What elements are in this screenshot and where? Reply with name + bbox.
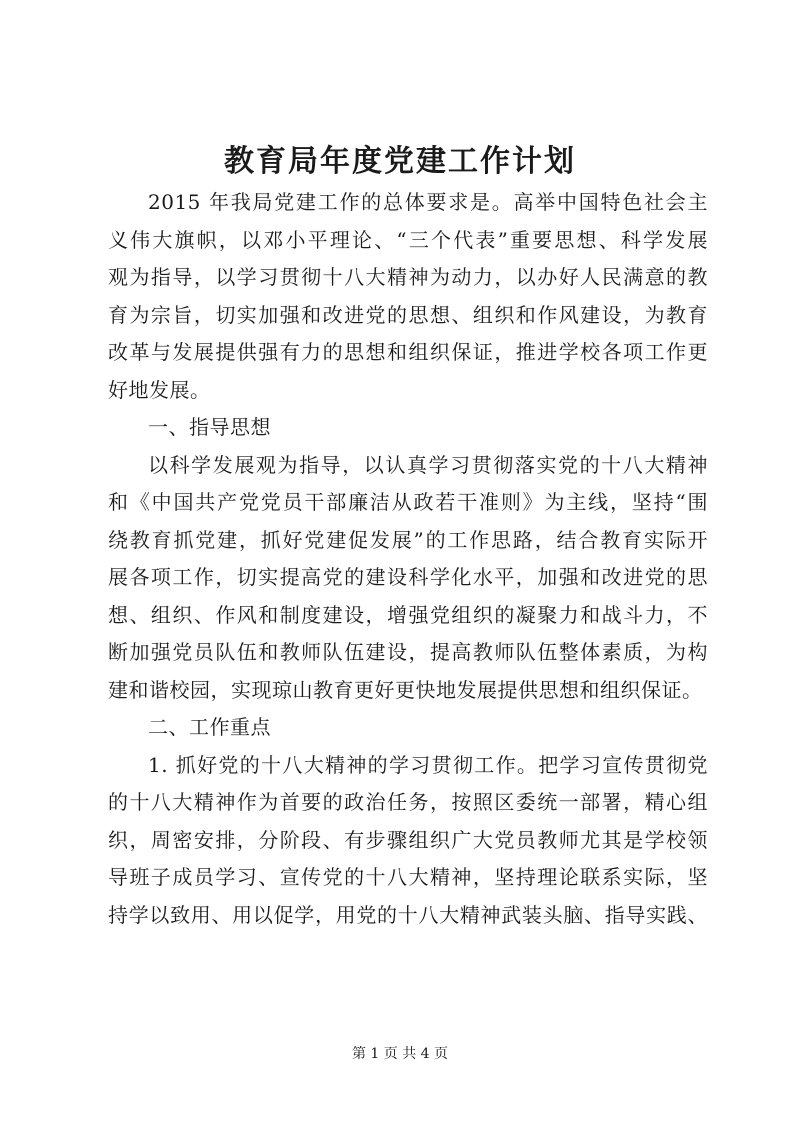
document-title: 教育局年度党建工作计划 <box>224 144 576 179</box>
paragraph-line: 断加强党员队伍和教师队伍建设，提高教师队伍整体素质，为构 <box>108 640 708 664</box>
page-number-footer: 第 1 页 共 4 页 <box>351 1046 449 1062</box>
paragraph-line: 绕教育抓党建，抓好党建促发展”的工作思路，结合教育实际开 <box>108 527 708 552</box>
paragraph-line: 的十八大精神作为首要的政治任务，按照区委统一部署，精心组 <box>108 790 708 814</box>
paragraph-line: 育为宗旨，切实加强和改进党的思想、组织和作风建设，为教育 <box>108 302 708 327</box>
section-heading: 二、工作重点 <box>148 715 271 739</box>
paragraph-line: 好地发展。 <box>108 377 211 402</box>
paragraph-line: 织，周密安排，分阶段、有步骤组织广大党员教师尤其是学校领 <box>108 827 708 852</box>
paragraph-line: 以科学发展观为指导，以认真学习贯彻落实党的十八大精神 <box>148 452 708 477</box>
paragraph-line: 义伟大旗帜，以邓小平理论、“三个代表”重要思想、科学发展 <box>108 227 708 252</box>
paragraph-line: 导班子成员学习、宣传党的十八大精神，坚持理论联系实际，坚 <box>108 865 708 889</box>
paragraph-line: 持学以致用、用以促学，用党的十八大精神武装头脑、指导实践、 <box>108 902 708 927</box>
paragraph-line: 展各项工作，切实提高党的建设科学化水平，加强和改进党的思 <box>108 565 708 589</box>
document-body <box>108 184 708 934</box>
paragraph-line: 改革与发展提供强有力的思想和组织保证，推进学校各项工作更 <box>108 340 708 364</box>
paragraph-line: 观为指导，以学习贯彻十八大精神为动力，以办好人民满意的教 <box>108 265 708 289</box>
section-heading: 一、指导思想 <box>148 415 271 439</box>
paragraph-line: 和《中国共产党党员干部廉洁从政若干准则》为主线，坚持“围 <box>108 490 708 514</box>
paragraph-line: 1. 抓好党的十八大精神的学习贯彻工作。把学习宣传贯彻党 <box>148 752 708 777</box>
paragraph-line: 想、组织、作风和制度建设，增强党组织的凝聚力和战斗力，不 <box>108 602 708 627</box>
paragraph-line: 建和谐校园，实现琼山教育更好更快地发展提供思想和组织保证。 <box>108 677 703 702</box>
paragraph-line: 2015 年我局党建工作的总体要求是。高举中国特色社会主 <box>148 190 708 214</box>
